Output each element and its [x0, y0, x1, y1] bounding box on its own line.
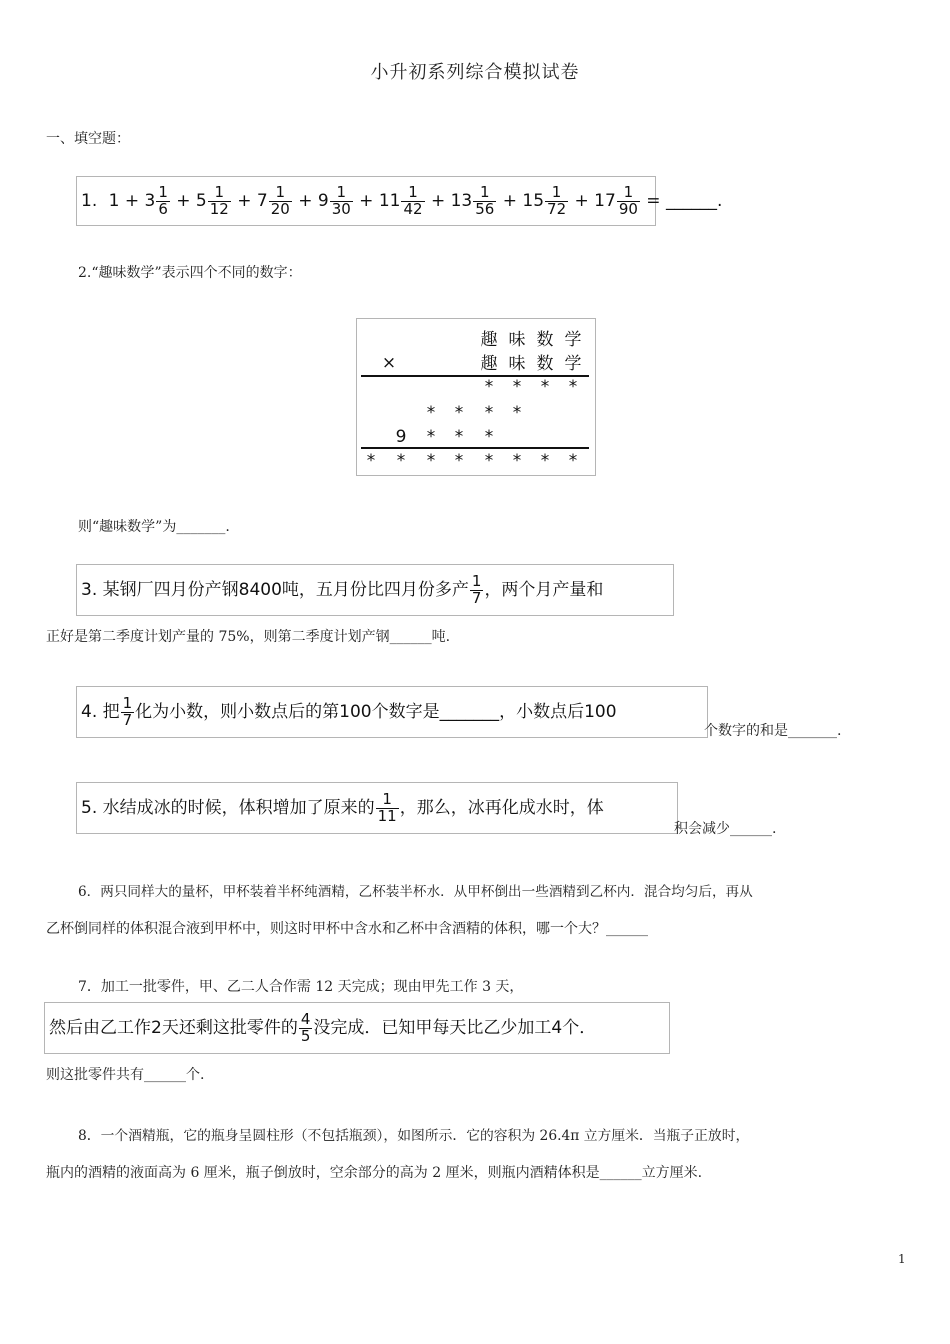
q2-r2-c1: 趣 — [480, 354, 498, 374]
q2-r3-c3: * — [540, 377, 550, 397]
q1-fraction-numerator: 1 — [158, 182, 168, 201]
q1-fraction-numerator: 1 — [401, 185, 424, 202]
question-8-line-2: 瓶内的酒精的液面高为 6 厘米，瓶子倒放时，空余部分的高为 2 厘米，则瓶内酒精体积是______立方厘米. — [46, 1165, 703, 1181]
question-2-intro: 2.“趣味数学”表示四个不同的数字： — [78, 265, 302, 281]
q2-rule-2 — [361, 447, 589, 449]
q2-r6-c6: * — [512, 451, 522, 471]
q2-r1-c1: 趣 — [480, 330, 498, 350]
q3-fraction — [470, 571, 484, 607]
q2-r5-c4: * — [484, 427, 494, 447]
q4-fraction — [121, 693, 135, 729]
q1-fraction-6 — [473, 182, 496, 218]
q2-r3-c2: * — [512, 377, 522, 397]
q2-r1-c4: 学 — [564, 330, 582, 350]
q5-fraction — [376, 789, 399, 825]
question-5-image-text — [76, 782, 678, 834]
q1-fraction-numerator: 1 — [330, 185, 353, 202]
q2-r4-c3: * — [484, 403, 494, 423]
q1-operator: = ______. — [640, 191, 723, 211]
q2-r6-c7: * — [540, 451, 550, 471]
q2-r5-c2: * — [426, 427, 436, 447]
q4-fraction-numerator: 1 — [122, 693, 133, 712]
q1-start: 1 + 3 — [108, 191, 156, 211]
q1-fraction-4 — [330, 182, 353, 218]
question-3-image-text — [76, 564, 674, 616]
q2-r6-c4: * — [454, 451, 464, 471]
q1-operator: + 17 — [569, 191, 616, 211]
q1-terms — [155, 182, 723, 218]
q2-r2-c3: 数 — [536, 354, 554, 374]
q7-fraction-denominator: 5 — [300, 1026, 311, 1045]
q1-fraction-1 — [156, 182, 170, 218]
question-4-image-text — [76, 686, 708, 738]
q5-fraction-denominator: 11 — [377, 806, 397, 825]
q1-fraction-denominator: 6 — [158, 199, 168, 218]
section-heading: 一、填空题： — [46, 131, 130, 147]
q1-operator: + 9 — [292, 191, 329, 211]
q2-r1-c2: 味 — [508, 330, 526, 350]
question-4-continuation: 个数字的和是_______. — [704, 723, 842, 739]
question-2-multiplication-figure — [356, 318, 596, 476]
q1-operator: + 7 — [231, 191, 268, 211]
q2-r4-c2: * — [454, 403, 464, 423]
q7-fraction — [299, 1009, 313, 1045]
q2-r3-c1: * — [484, 377, 494, 397]
q7-fraction-numerator: 4 — [300, 1009, 311, 1028]
q1-operator: + 11 — [353, 191, 401, 211]
q1-fraction-numerator: 1 — [473, 185, 496, 202]
q1-fraction-denominator: 42 — [403, 199, 423, 218]
q2-r3-c4: * — [568, 377, 578, 397]
q2-r6-c3: * — [426, 451, 436, 471]
question-3-continuation: 正好是第二季度计划产量的 75%，则第二季度计划产钢______吨. — [46, 629, 451, 645]
q1-fraction-denominator: 56 — [475, 199, 495, 218]
question-7-line-1: 7．加工一批零件，甲、乙二人合作需 12 天完成；现由甲先工作 3 天， — [78, 979, 524, 995]
q1-fraction-8 — [617, 182, 640, 218]
q1-fraction-numerator: 1 — [617, 185, 640, 202]
q2-r6-c1: * — [366, 451, 376, 471]
question-7-image-text — [44, 1002, 670, 1054]
question-1-formula — [76, 176, 723, 226]
page-title: 小升初系列综合模拟试卷 — [370, 62, 580, 83]
q1-fraction-denominator: 30 — [331, 199, 351, 218]
q2-r6-c2: * — [396, 451, 406, 471]
q2-r5-c1: 9 — [395, 427, 407, 447]
question-2-answer-line: 则“趣味数学”为_______. — [78, 519, 230, 535]
q3-fraction-numerator: 1 — [471, 571, 482, 590]
question-8-line-1: 8．一个酒精瓶，它的瓶身呈圆柱形（不包括瓶颈），如图所示．它的容积为 26.4π 立方厘米．当瓶子正放时， — [78, 1128, 750, 1144]
q3-fraction-denominator: 7 — [471, 588, 482, 607]
q1-operator: + 5 — [170, 191, 207, 211]
q4-fraction-denominator: 7 — [122, 710, 133, 729]
question-7-continuation: 则这批零件共有______个. — [46, 1067, 205, 1083]
q4-text-before: 4. 把 — [81, 702, 120, 722]
q5-fraction-numerator: 1 — [376, 792, 399, 809]
q1-fraction-denominator: 20 — [270, 199, 290, 218]
q7-text-before: 然后由乙工作2天还剩这批零件的 — [49, 1018, 298, 1038]
q2-r4-c4: * — [512, 403, 522, 423]
q2-r6-c8: * — [568, 451, 578, 471]
q1-fraction-numerator: 1 — [269, 185, 292, 202]
question-6-line-2: 乙杯倒同样的体积混合液到甲杯中，则这时甲杯中含水和乙杯中含酒精的体积，哪一个大？______ — [46, 921, 648, 937]
q1-fraction-denominator: 12 — [209, 199, 229, 218]
q2-times-sign: × — [381, 353, 397, 373]
q1-fraction-7 — [545, 182, 568, 218]
q1-fraction-denominator: 72 — [547, 199, 567, 218]
question-6-line-1: 6．两只同样大的量杯，甲杯装着半杯纯酒精，乙杯装半杯水．从甲杯倒出一些酒精到乙杯内．混合均匀后，再从 — [78, 884, 753, 900]
q1-number: 1. — [81, 191, 98, 211]
page-number: 1 — [898, 1252, 906, 1266]
q7-text-after: 没完成．已知甲每天比乙少加工4个． — [313, 1018, 597, 1038]
question-5-continuation: 积会减少______. — [674, 821, 777, 837]
q2-r2-c4: 学 — [564, 354, 582, 374]
q4-text-after: 化为小数，则小数点后的第100个数字是_______，小数点后100 — [135, 702, 617, 722]
q1-fraction-5 — [401, 182, 424, 218]
q1-fraction-3 — [269, 182, 292, 218]
q1-operator: + 13 — [425, 191, 473, 211]
q2-r2-c2: 味 — [508, 354, 526, 374]
q3-text-before: 3. 某钢厂四月份产钢8400吨，五月份比四月份多产 — [81, 580, 469, 600]
q1-fraction-2 — [208, 182, 231, 218]
q1-fraction-numerator: 1 — [208, 185, 231, 202]
q1-fraction-denominator: 90 — [618, 199, 638, 218]
q2-r5-c3: * — [454, 427, 464, 447]
q1-operator: + 15 — [497, 191, 545, 211]
q1-fraction-numerator: 1 — [545, 185, 568, 202]
q2-r1-c3: 数 — [536, 330, 554, 350]
q2-r6-c5: * — [484, 451, 494, 471]
q3-text-after: ，两个月产量和 — [484, 580, 604, 600]
q5-text-after: ，那么，冰再化成水时，体 — [399, 798, 604, 818]
q5-text-before: 5. 水结成冰的时候，体积增加了原来的 — [81, 798, 375, 818]
q2-r4-c1: * — [426, 403, 436, 423]
